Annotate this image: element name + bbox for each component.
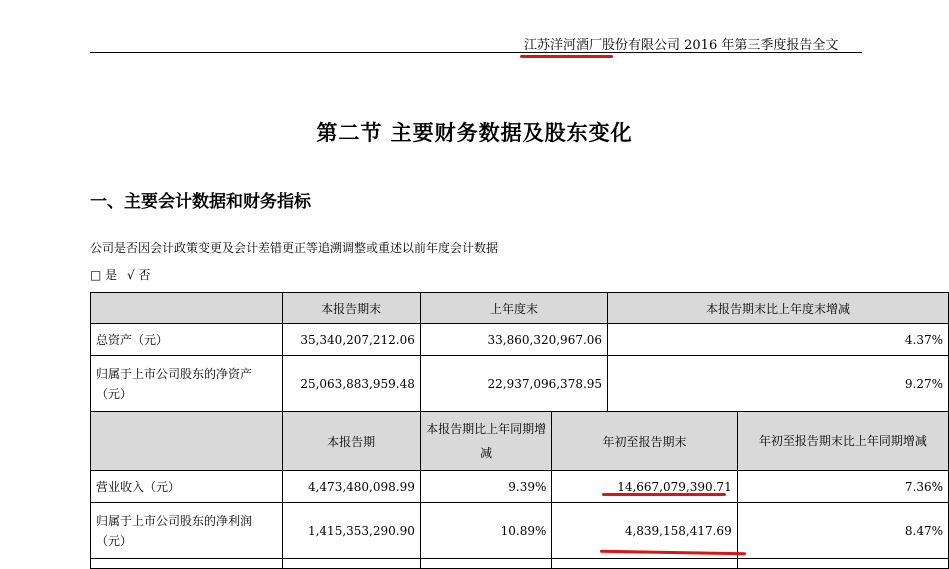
restatement-choice xyxy=(90,266,156,283)
table2-header-ytd: 年初至报告期末 xyxy=(552,412,737,471)
report-header-title: 江苏洋河酒厂股份有限公司 2016 年第三季度报告全文 xyxy=(524,38,839,53)
table2-header-row xyxy=(91,412,949,471)
partial-cell xyxy=(420,559,552,569)
revenue-period: 4,473,480,098.99 xyxy=(282,471,420,503)
total-assets-current: 35,340,207,212.06 xyxy=(282,324,420,356)
table-row-partial xyxy=(91,559,949,569)
company-name-underline-mark xyxy=(520,55,613,58)
table2-header-ytd-change: 年初至报告期末比上年同期增减 xyxy=(737,412,948,471)
total-assets-prior: 33,860,320,967.06 xyxy=(420,324,607,356)
table1-header-change: 本报告期末比上年度末增减 xyxy=(608,293,949,324)
table2-header-period-change: 本报告期比上年同期增减 xyxy=(420,412,552,471)
net-profit-ytd: 4,839,158,417.69 xyxy=(552,503,737,559)
row-label-net-profit: 归属于上市公司股东的净利润（元） xyxy=(91,503,283,559)
table-row xyxy=(91,503,949,559)
partial-cell xyxy=(737,559,948,569)
table2-header-period: 本报告期 xyxy=(282,412,420,471)
header-rule xyxy=(90,52,862,53)
net-profit-period-change: 10.89% xyxy=(420,503,552,559)
section-title: 第二节 主要财务数据及股东变化 xyxy=(316,120,633,145)
revenue-period-change: 9.39% xyxy=(420,471,552,503)
partial-cell xyxy=(552,559,737,569)
revenue-ytd: 14,667,079,390.71 xyxy=(552,471,737,503)
net-assets-change: 9.27% xyxy=(608,356,949,412)
table-row xyxy=(91,324,949,356)
net-profit-ytd-change: 8.47% xyxy=(737,503,948,559)
table1-header-current: 本报告期末 xyxy=(282,293,420,324)
option-no: √ 否 xyxy=(126,268,151,282)
row-label-revenue: 营业收入（元） xyxy=(91,471,283,503)
partial-cell xyxy=(91,559,283,569)
row-label-total-assets: 总资产（元） xyxy=(91,324,283,356)
net-assets-current: 25,063,883,959.48 xyxy=(282,356,420,412)
revenue-ytd-underline-mark xyxy=(602,493,726,496)
partial-cell xyxy=(282,559,420,569)
option-yes: □ 是 xyxy=(90,268,118,282)
table1-header-prior: 上年度末 xyxy=(420,293,607,324)
restatement-question: 公司是否因会计政策变更及会计差错更正等追溯调整或重述以前年度会计数据 xyxy=(90,241,499,255)
table2-header-empty xyxy=(91,412,283,471)
net-assets-prior: 22,937,096,378.95 xyxy=(420,356,607,412)
table-row xyxy=(91,471,949,503)
revenue-ytd-change: 7.36% xyxy=(737,471,948,503)
table1-header-empty xyxy=(91,293,283,324)
table1-header-row xyxy=(91,293,949,324)
net-profit-period: 1,415,353,290.90 xyxy=(282,503,420,559)
total-assets-change: 4.37% xyxy=(608,324,949,356)
row-label-net-assets: 归属于上市公司股东的净资产（元） xyxy=(91,356,283,412)
financial-data-table xyxy=(90,292,949,569)
subsection-title: 一、主要会计数据和财务指标 xyxy=(90,192,311,212)
table-row xyxy=(91,356,949,412)
